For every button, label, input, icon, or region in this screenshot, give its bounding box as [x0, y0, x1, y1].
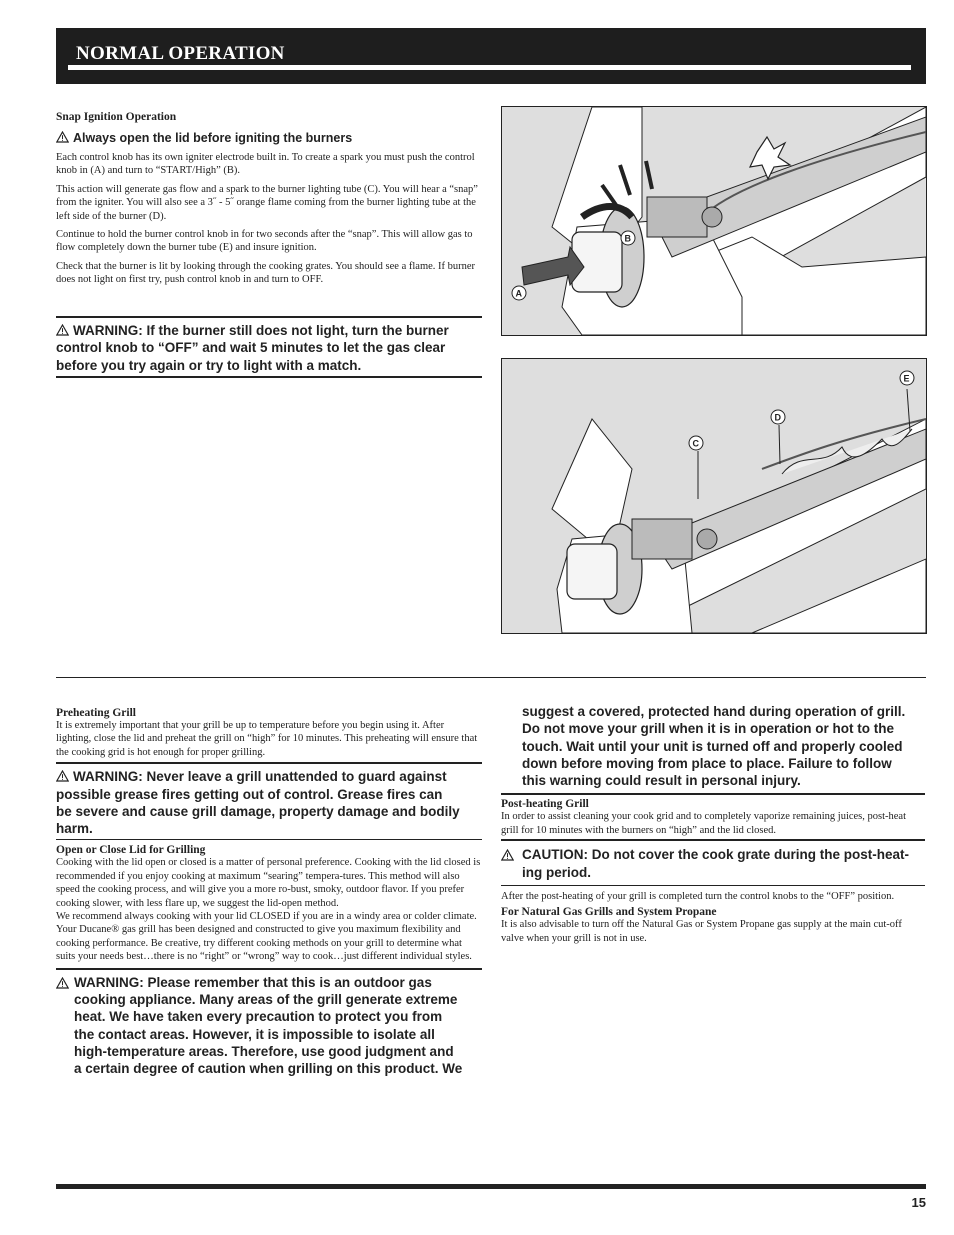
natural-gas-heading: For Natural Gas Grills and System Propane	[501, 906, 717, 919]
lid-warning-continued	[501, 703, 925, 789]
warning-line: Do not move your grill when it is in operation or hot to the	[522, 721, 895, 737]
lower-right-column	[501, 703, 925, 950]
warning-line: down before moving from place to place. Failure to follow	[522, 755, 892, 771]
burner-illustration	[502, 359, 926, 633]
postheat-after-text: After the post-heating of your grill is completed turn the control knobs to the “OFF” position.	[501, 890, 895, 902]
warning-line: touch. Wait until your unit is turned off and properly cooled	[522, 738, 903, 754]
label-a: A	[515, 288, 522, 299]
warning-line: high-temperature areas. Therefore, use good judgment and	[74, 1043, 454, 1059]
postheat-text: In order to assist cleaning your cook grid and to completely vaporize remaining juices, post-heat grill for 10 minutes with the burners on “high” and the lid closed.	[501, 811, 907, 836]
warning-line: harm.	[56, 821, 93, 837]
footer-bar	[56, 1184, 926, 1189]
snap-heading: Snap Ignition Operation	[56, 111, 177, 123]
page-number: 15	[911, 1195, 926, 1210]
warning-icon	[56, 977, 69, 989]
page-title: NORMAL OPERATION	[76, 43, 285, 64]
section-divider	[56, 677, 926, 678]
header-bar	[56, 28, 926, 84]
warning-line: be severe and cause grill damage, property damage and bodily	[56, 803, 460, 819]
preheat-text: It is extremely important that your grill be up to temperature before you begin using it. After lighting, close the lid and preheat the grill on “high” for 10 minutes. This preheating will ensure that the cooking grid is hot enough for proper grilling.	[56, 720, 478, 758]
snap-paragraph: Each control knob has its own igniter electrode built in. To create a spark you must push the control knob in (A) and turn to “START/High” (B).	[56, 152, 475, 177]
warning-icon	[56, 131, 69, 143]
snap-paragraph: Check that the burner is lit by looking through the cooking grates. You should see a flame. If burner does not light on first try, push control knob in and turn to OFF.	[56, 260, 476, 286]
warning-line: the contact areas. However, it is impossible to isolate all	[74, 1026, 435, 1042]
header-rule	[68, 65, 911, 70]
postheat-caution	[501, 839, 925, 881]
ignition-figure-top	[501, 106, 927, 336]
label-e: E	[903, 373, 910, 384]
preheat-warning	[56, 762, 482, 837]
lid-section	[56, 839, 482, 963]
snap-warning	[56, 316, 482, 378]
postheat-after	[501, 885, 925, 945]
warning-icon	[501, 849, 514, 861]
ignition-figure-bottom	[501, 358, 927, 634]
preheat-heading: Preheating Grill	[56, 707, 136, 719]
lid-warning	[56, 968, 482, 1078]
caution-line: ing period.	[522, 864, 591, 880]
warning-line: suggest a covered, protected hand during operation of grill.	[522, 704, 906, 719]
label-c: C	[692, 438, 699, 449]
lid-text: Cooking with the lid open or closed is a matter of personal preference. Cooking with the lid closed is recommended if you enjoy cooking at maximum “searing” tempera-tures. This method will also speed the cooking process, and will give you a more ro-bust, smoky, outdoor flavor. If you prefer cooking slower, with less flare up, we suggest the lid-open method.	[56, 857, 481, 909]
warning-line: cooking appliance. Many areas of the grill generate extreme	[74, 991, 458, 1007]
lower-left-column	[56, 707, 482, 1077]
warning-line: control knob to “OFF” and wait 5 minutes to let the gas clear	[56, 340, 446, 356]
warning-line: possible grease fires getting out of control. Grease fires can	[56, 786, 443, 802]
warning-line: WARNING: If the burner still does not light, turn the burner	[73, 323, 449, 338]
postheat-section	[501, 793, 925, 837]
warning-icon	[56, 770, 69, 782]
postheat-heading: Post-heating Grill	[501, 798, 589, 811]
caution-line: CAUTION: Do not cover the cook grate during the post-heat-	[522, 847, 910, 863]
lid-heading: Open or Close Lid for Grilling	[56, 844, 206, 857]
snap-subheading	[56, 131, 482, 145]
snap-subheading-text: Always open the lid before igniting the burners	[73, 131, 353, 145]
label-b: B	[624, 233, 631, 244]
warning-line: WARNING: Never leave a grill unattended to guard against	[73, 769, 447, 785]
snap-ignition-section	[56, 111, 482, 292]
lid-text: We recommend always cooking with your lid CLOSED if you are in a windy area or colder climate. Your Ducane® gas grill has been designed and constructed to give you maximum flexibility and cooking performance. Be creative, try different cooking methods on your grill to determine what suits your needs best…there is no “right” or “wrong” way to cook…just different individual styles.	[56, 911, 477, 963]
natural-gas-text: It is also advisable to turn off the Natural Gas or System Propane gas supply at the main cut-off valve when your grill is not in use.	[501, 919, 902, 944]
warning-line: before you try again or try to light with a match.	[56, 357, 362, 373]
ignition-illustration	[502, 107, 926, 335]
warning-line: heat. We have taken every precaution to protect you from	[74, 1009, 443, 1025]
snap-paragraph: Continue to hold the burner control knob in for two seconds after the “snap”. This will allow gas to flow completely down the burner tube (E) and insure ignition.	[56, 229, 473, 254]
warning-icon	[56, 324, 69, 336]
snap-paragraph: This action will generate gas flow and a spark to the burner lighting tube (C). You will hear a “snap” from the igniter. You will also see a 3˝ - 5˝ orange flame coming from the burner lighting tube at the left side of the burner (D).	[56, 183, 478, 222]
warning-line: a certain degree of caution when grilling on this product. We	[74, 1061, 463, 1077]
label-d: D	[774, 412, 781, 423]
warning-line: this warning could result in personal injury.	[522, 773, 801, 789]
warning-line: WARNING: Please remember that this is an outdoor gas	[74, 974, 432, 990]
warning-bottom-rule	[56, 376, 482, 378]
